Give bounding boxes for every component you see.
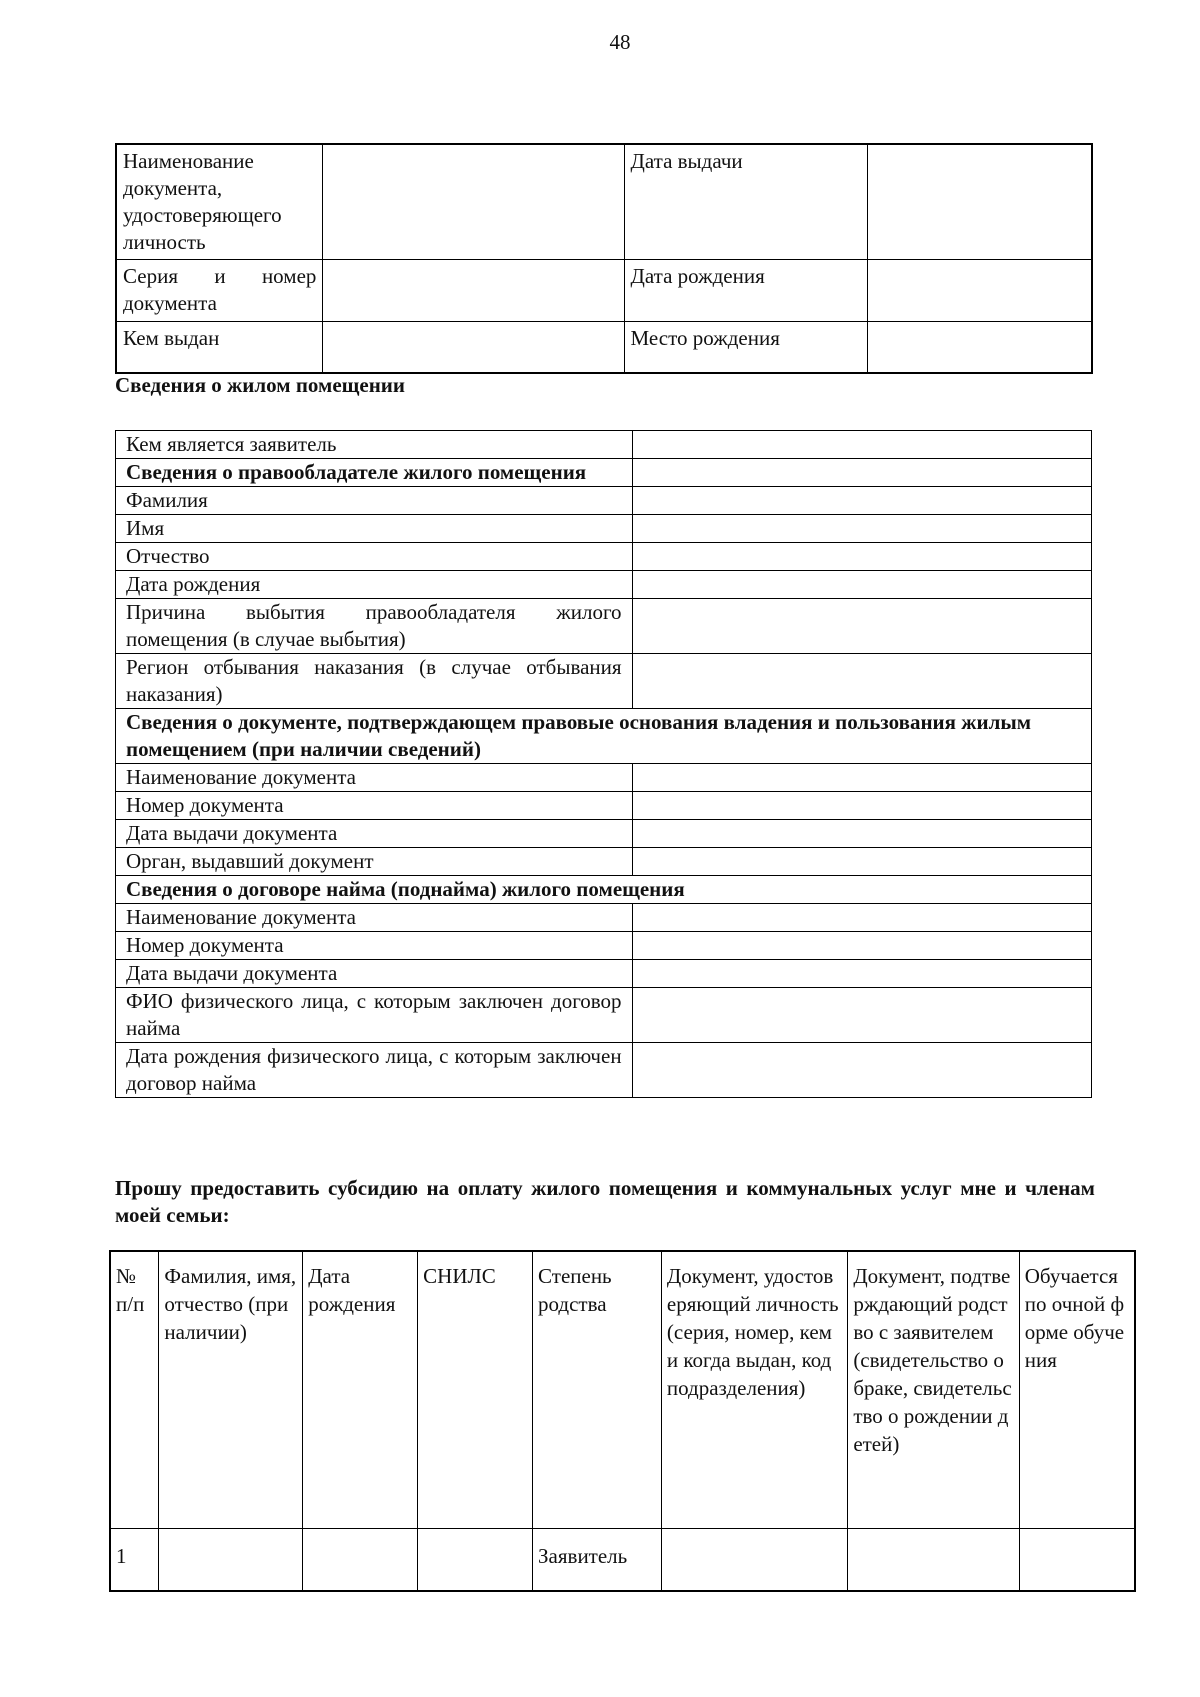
header-number: № п/п bbox=[110, 1251, 159, 1528]
lease-doc-number-value[interactable] bbox=[632, 932, 1091, 960]
surname-label: Фамилия bbox=[116, 487, 633, 515]
table-row bbox=[116, 876, 1092, 904]
table-row bbox=[116, 431, 1092, 459]
table-row bbox=[116, 792, 1092, 820]
lease-doc-date-label: Дата выдачи документа bbox=[116, 960, 633, 988]
series-number-label: Серия и номер документа bbox=[116, 260, 323, 322]
page-number: 48 bbox=[609, 30, 631, 54]
table-row bbox=[116, 515, 1092, 543]
header-identity-doc: Документ, удостоверяющий личность (серия, номер, кем и когда выдан, код подразделения) bbox=[661, 1251, 847, 1528]
cell-birth-date[interactable] bbox=[303, 1528, 418, 1591]
ownership-doc-section: Сведения о документе, подтверждающем правовые основания владения и пользования жилым помещением (при наличии сведений) bbox=[116, 709, 1092, 764]
first-name-value[interactable] bbox=[632, 515, 1091, 543]
table-row bbox=[116, 487, 1092, 515]
cell-number: 1 bbox=[110, 1528, 159, 1591]
tenant-name-value[interactable] bbox=[632, 988, 1091, 1043]
owner-birth-date-value[interactable] bbox=[632, 571, 1091, 599]
table-header-row bbox=[110, 1251, 1135, 1528]
lease-doc-name-label: Наименование документа bbox=[116, 904, 633, 932]
ownership-doc-issuer-value[interactable] bbox=[632, 848, 1091, 876]
table-row bbox=[116, 543, 1092, 571]
ownership-doc-number-label: Номер документа bbox=[116, 792, 633, 820]
first-name-label: Имя bbox=[116, 515, 633, 543]
ownership-doc-date-value[interactable] bbox=[632, 820, 1091, 848]
lease-doc-date-value[interactable] bbox=[632, 960, 1091, 988]
table-row bbox=[116, 904, 1092, 932]
applicant-role-value[interactable] bbox=[632, 431, 1091, 459]
cell-full-name[interactable] bbox=[159, 1528, 303, 1591]
owner-info-value[interactable] bbox=[632, 459, 1091, 487]
lease-doc-number-label: Номер документа bbox=[116, 932, 633, 960]
header-snils: СНИЛС bbox=[418, 1251, 533, 1528]
table-row bbox=[116, 260, 1092, 322]
id-doc-name-value[interactable] bbox=[323, 144, 624, 260]
tenant-birth-date-label: Дата рождения физического лица, с которым заключен договор найма bbox=[116, 1043, 633, 1098]
lease-section: Сведения о договоре найма (поднайма) жилого помещения bbox=[116, 876, 1092, 904]
table-row bbox=[116, 988, 1092, 1043]
family-members-table bbox=[109, 1250, 1136, 1592]
ownership-doc-issuer-label: Орган, выдавший документ bbox=[116, 848, 633, 876]
ownership-doc-name-label: Наименование документа bbox=[116, 764, 633, 792]
birth-place-value[interactable] bbox=[868, 322, 1092, 373]
header-full-name: Фамилия, имя, отчество (при наличии) bbox=[159, 1251, 303, 1528]
table-row bbox=[116, 960, 1092, 988]
lease-doc-name-value[interactable] bbox=[632, 904, 1091, 932]
departure-reason-value[interactable] bbox=[632, 599, 1091, 654]
header-kinship: Степень родства bbox=[533, 1251, 662, 1528]
table-row bbox=[116, 459, 1092, 487]
table-row bbox=[116, 654, 1092, 709]
cell-identity-doc[interactable] bbox=[661, 1528, 847, 1591]
owner-info-label: Сведения о правообладателе жилого помещения bbox=[116, 459, 633, 487]
table-row bbox=[116, 1043, 1092, 1098]
sentence-region-label: Регион отбывания наказания (в случае отбывания наказания) bbox=[116, 654, 633, 709]
owner-birth-date-label: Дата рождения bbox=[116, 571, 633, 599]
header-birth-date: Дата рождения bbox=[303, 1251, 418, 1528]
ownership-doc-number-value[interactable] bbox=[632, 792, 1091, 820]
cell-snils[interactable] bbox=[418, 1528, 533, 1591]
table-row bbox=[116, 144, 1092, 260]
birth-date-label: Дата рождения bbox=[624, 260, 868, 322]
housing-heading: Сведения о жилом помещении bbox=[115, 373, 405, 397]
ownership-doc-date-label: Дата выдачи документа bbox=[116, 820, 633, 848]
issue-date-label: Дата выдачи bbox=[624, 144, 868, 260]
cell-full-time-study[interactable] bbox=[1019, 1528, 1135, 1591]
patronymic-label: Отчество bbox=[116, 543, 633, 571]
header-kinship-doc: Документ, подтверждающий родство с заявителем (свидетельство о браке, свидетельство о рождении детей) bbox=[848, 1251, 1019, 1528]
table-row bbox=[116, 709, 1092, 764]
tenant-birth-date-value[interactable] bbox=[632, 1043, 1091, 1098]
table-row bbox=[116, 764, 1092, 792]
table-row bbox=[116, 848, 1092, 876]
tenant-name-label: ФИО физического лица, с которым заключен договор найма bbox=[116, 988, 633, 1043]
table-row bbox=[110, 1528, 1135, 1591]
applicant-role-label: Кем является заявитель bbox=[116, 431, 633, 459]
issued-by-label: Кем выдан bbox=[116, 322, 323, 373]
subsidy-request-text: Прошу предоставить субсидию на оплату жилого помещения и коммунальных услуг мне и членам моей семьи: bbox=[115, 1176, 1095, 1227]
header-full-time-study: Обучается по очной форме обучения bbox=[1019, 1251, 1135, 1528]
table-row bbox=[116, 820, 1092, 848]
surname-value[interactable] bbox=[632, 487, 1091, 515]
birth-place-label: Место рождения bbox=[624, 322, 868, 373]
ownership-doc-name-value[interactable] bbox=[632, 764, 1091, 792]
cell-kinship: Заявитель bbox=[533, 1528, 662, 1591]
departure-reason-label: Причина выбытия правообладателя жилого помещения (в случае выбытия) bbox=[116, 599, 633, 654]
patronymic-value[interactable] bbox=[632, 543, 1091, 571]
table-row bbox=[116, 322, 1092, 373]
birth-date-value[interactable] bbox=[868, 260, 1092, 322]
housing-table bbox=[115, 430, 1092, 1098]
table-row bbox=[116, 599, 1092, 654]
identity-document-table bbox=[115, 143, 1093, 374]
issue-date-value[interactable] bbox=[868, 144, 1092, 260]
table-row bbox=[116, 571, 1092, 599]
sentence-region-value[interactable] bbox=[632, 654, 1091, 709]
cell-kinship-doc[interactable] bbox=[848, 1528, 1019, 1591]
series-number-value[interactable] bbox=[323, 260, 624, 322]
id-doc-name-label: Наименование документа, удостоверяющего личность bbox=[116, 144, 323, 260]
issued-by-value[interactable] bbox=[323, 322, 624, 373]
table-row bbox=[116, 932, 1092, 960]
